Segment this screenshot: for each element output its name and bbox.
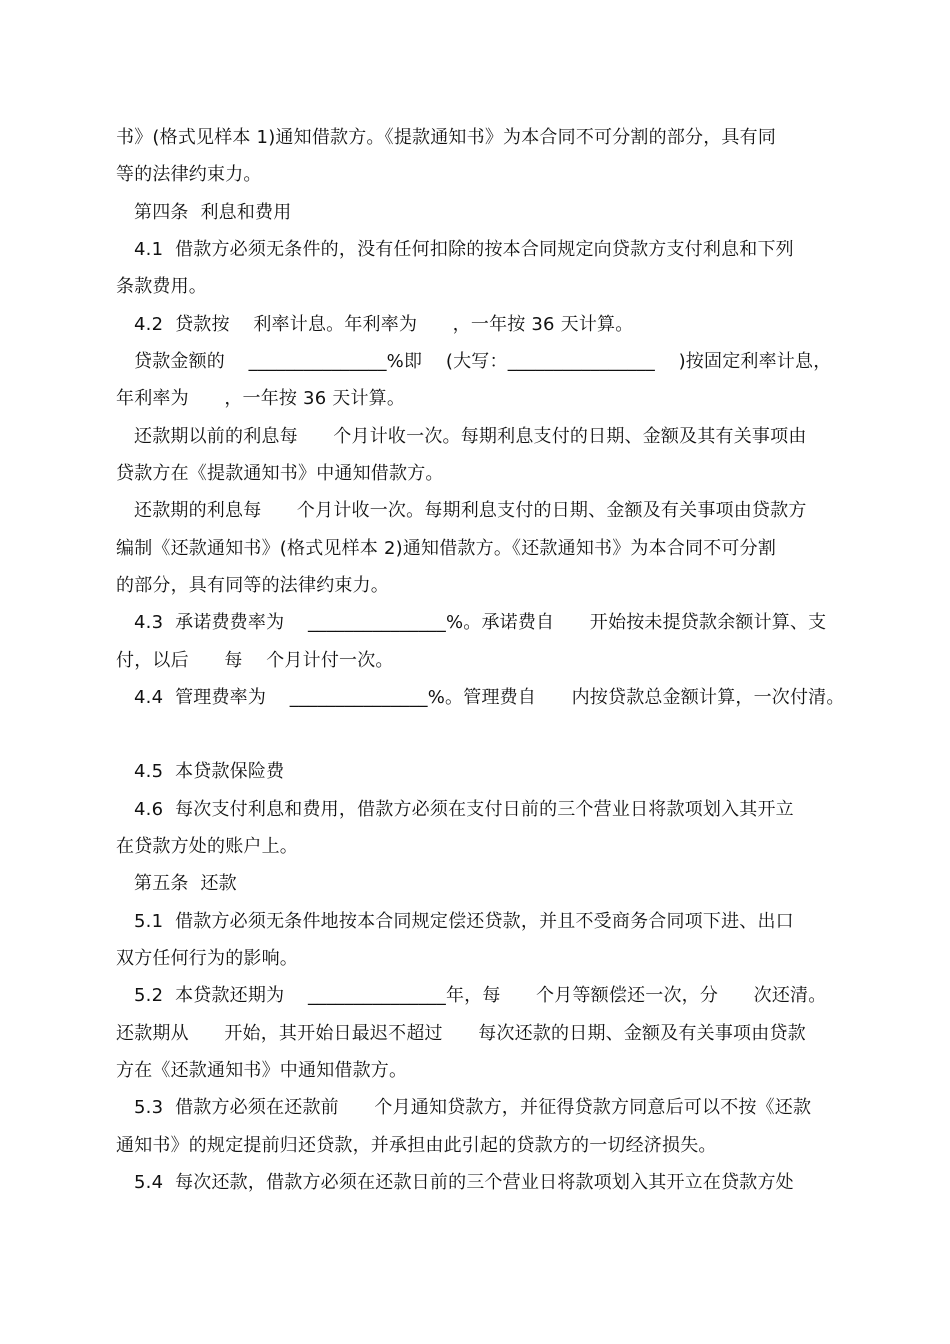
section-heading: 第四条 利息和费用: [134, 202, 292, 223]
text-line: 方在《还款通知书》中通知借款方。: [116, 1060, 408, 1081]
text-line: 书》(格式见样本 1)通知借款方。《提款通知书》为本合同不可分割的部分，具有同: [116, 127, 777, 148]
clause-4-5: 4.5 本贷款保险费: [134, 761, 285, 782]
text-line: 通知书》的规定提前归还贷款，并承担由此引起的贷款方的一切经济损失。: [116, 1135, 717, 1156]
text-line: 编制《还款通知书》(格式见样本 2)通知借款方。《还款通知书》为本合同不可分割: [116, 538, 777, 559]
text-line: 付，以后 每 个月计付一次。: [116, 650, 394, 671]
section-heading: 第五条 还款: [134, 873, 237, 894]
text-line: 条款费用。: [116, 276, 207, 297]
text-line: 等的法律约束力。: [116, 164, 262, 185]
text-line: 还款期从 开始，其开始日最迟不超过 每次还款的日期、金额及有关事项由贷款: [116, 1023, 806, 1044]
text-line: 贷款金额的 _______________%即 (大写：________________ )按固定利率计息，: [134, 351, 832, 372]
clause-5-1: 5.1 借款方必须无条件地按本合同规定偿还贷款，并且不受商务合同项下进、出口: [134, 911, 794, 932]
text-line: 在贷款方处的账户上。: [116, 836, 298, 857]
clause-4-1: 4.1 借款方必须无条件的，没有任何扣除的按本合同规定向贷款方支付利息和下列: [134, 239, 794, 260]
text-line: 还款期以前的利息每 个月计收一次。每期利息支付的日期、金额及其有关事项由: [134, 426, 807, 447]
clause-4-6: 4.6 每次支付利息和费用，借款方必须在支付日前的三个营业日将款项划入其开立: [134, 799, 794, 820]
clause-5-4: 5.4 每次还款，借款方必须在还款日前的三个营业日将款项划入其开立在贷款方处: [134, 1172, 794, 1193]
clause-5-2: 5.2 本贷款还期为 _______________年，每 个月等额偿还一次，分 次还清。: [134, 985, 827, 1006]
text-line: 双方任何行为的影响。: [116, 948, 298, 969]
text-line: 年利率为 ，一年按 36 天计算。: [116, 388, 406, 409]
text-line: 的部分，具有同等的法律约束力。: [116, 575, 389, 596]
clause-4-4: 4.4 管理费率为 _______________%。管理费自 内按贷款总金额计算，一次付清。: [134, 687, 845, 708]
clause-4-2: 4.2 贷款按 利率计息。年利率为 ，一年按 36 天计算。: [134, 314, 634, 335]
clause-5-3: 5.3 借款方必须在还款前 个月通知贷款方，并征得贷款方同意后可以不按《还款: [134, 1097, 812, 1118]
text-line: 还款期的利息每 个月计收一次。每期利息支付的日期、金额及有关事项由贷款方: [134, 500, 807, 521]
clause-4-3: 4.3 承诺费费率为 _______________%。承诺费自 开始按未提贷款余额计算、支: [134, 612, 827, 633]
text-line: 贷款方在《提款通知书》中通知借款方。: [116, 463, 444, 484]
